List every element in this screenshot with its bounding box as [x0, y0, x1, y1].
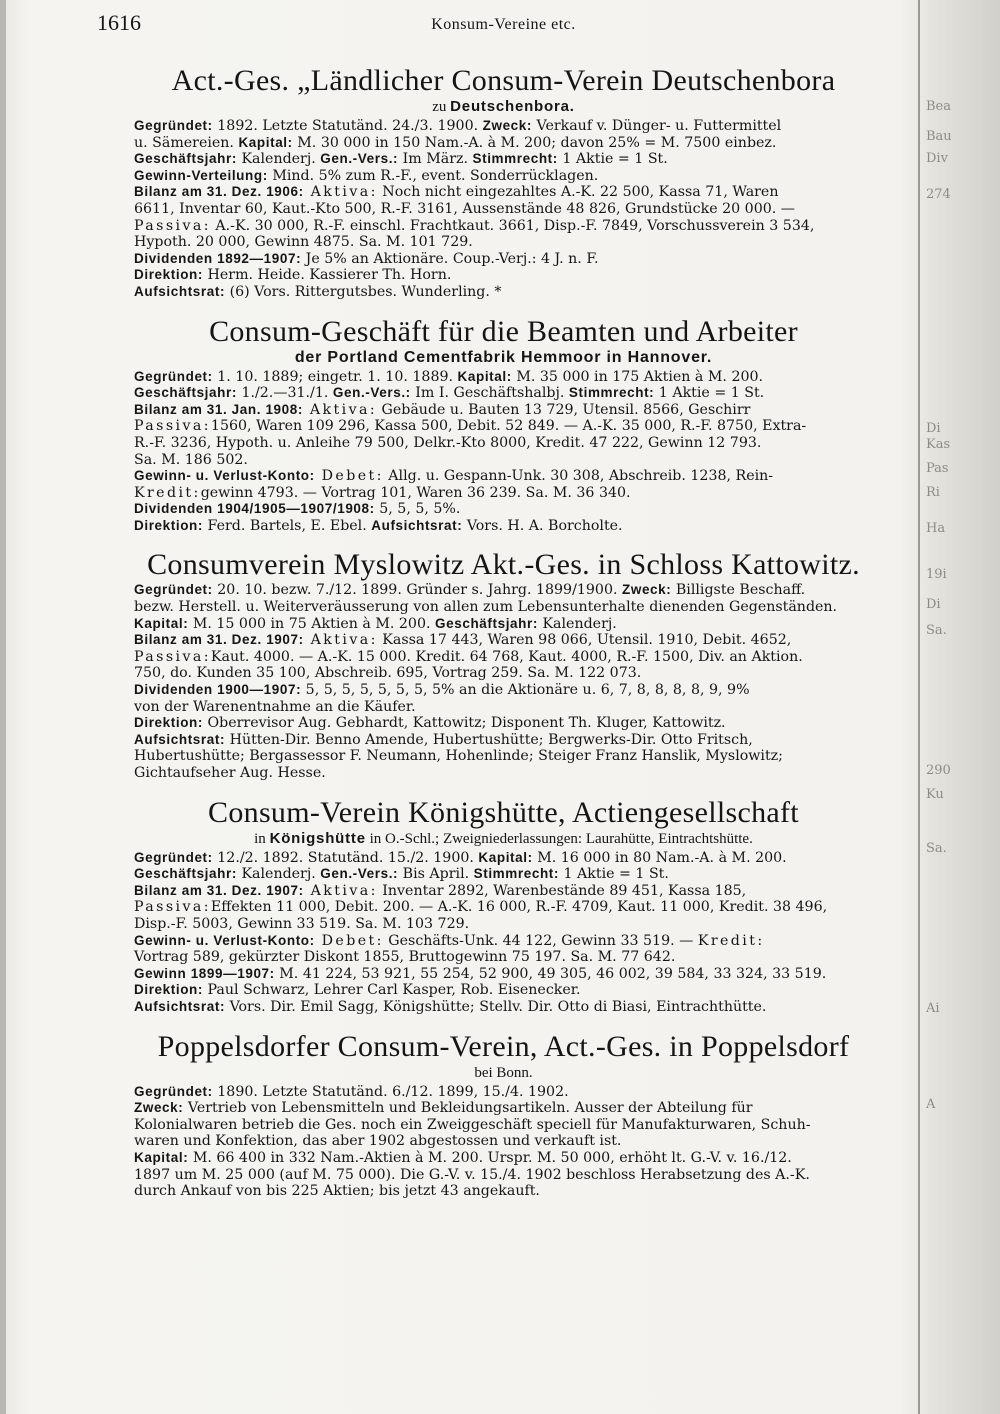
- detail-line: [97, 1150, 910, 1167]
- field-label: Dividenden 1900—1907:: [134, 682, 302, 698]
- company-subtitle: [97, 98, 910, 116]
- field-text: Kalenderj.: [236, 151, 321, 168]
- field-text: A.-K. 15 000. Kredit. 64 768, Kaut. 4000, R.-F. 1500, Div. an Aktion.: [317, 648, 803, 665]
- subtitle-location: bei Bonn.: [474, 1064, 533, 1081]
- company-entry: [97, 796, 910, 1016]
- field-text: von der Warenentnahme an die Käufer.: [134, 698, 416, 715]
- field-text: Kalenderj.: [236, 866, 321, 883]
- field-text: Geschäfts-Unk. 44 122, Gewinn 33 519. —: [383, 932, 698, 949]
- field-text: Gebäude u. Bauten 13 729, Utensil. 8566, Geschirr: [377, 401, 751, 418]
- spaced-label: Debet:: [314, 468, 384, 485]
- field-text: (6) Vors. Rittergutsbes. Wunderling. *: [225, 283, 502, 300]
- detail-line: [97, 251, 910, 268]
- spaced-label: Aktiva:: [303, 632, 378, 649]
- company-details: [97, 850, 910, 1016]
- detail-line: [97, 168, 910, 185]
- field-label: Gen.-Vers.:: [332, 385, 411, 401]
- spaced-label: Passiva:: [134, 648, 211, 665]
- margin-fragment: Bea: [926, 99, 951, 114]
- subtitle-location: Königshütte: [269, 829, 366, 847]
- company-title: Act.-Ges. „Ländlicher Consum-Verein Deutschenbora: [171, 64, 836, 97]
- subtitle-location: Deutschenbora.: [450, 98, 575, 115]
- detail-line: [97, 1133, 910, 1150]
- margin-fragment: A: [926, 1097, 936, 1112]
- page-number: 1616: [97, 10, 141, 35]
- field-text: Allg. u. Gespann-Unk. 30 308, Abschreib. 1238, Rein-: [383, 468, 774, 485]
- company-subtitle: [97, 830, 910, 848]
- field-text: 5, 5, 5, 5, 5, 5, 5, 5% an die Aktionäre u. 6, 7, 8, 8, 8, 8, 9, 9%: [301, 682, 750, 699]
- spaced-label: Passiva:: [134, 217, 211, 234]
- margin-fragment: Ku: [926, 787, 944, 802]
- field-label: Bilanz am 31. Jan. 1908:: [134, 401, 303, 417]
- field-text: R.-F. 3236, Hypoth. u. Anleihe 79 500, Delkr.-Kto 8000, Kredit. 47 222, Gewinn 12 793.: [134, 434, 762, 451]
- field-label: Kapital:: [238, 134, 293, 150]
- margin-fragment: Div: [926, 151, 948, 166]
- subtitle-rest: in O.-Schl.; Zweigniederlassungen: Laurahütte, Eintrachtshütte.: [365, 830, 753, 847]
- field-text: 1 Aktie = 1 St.: [559, 866, 669, 883]
- spaced-label: Aktiva:: [303, 184, 378, 201]
- margin-fragment: Ri: [926, 485, 940, 500]
- field-text: M. 41 224, 53 921, 55 254, 52 900, 49 305, 46 002, 39 584, 33 324, 33 519.: [274, 965, 827, 982]
- field-text: Vors. H. A. Borcholte.: [462, 517, 623, 534]
- field-label: Gewinn- u. Verlust-Konto:: [134, 468, 315, 484]
- field-label: Bilanz am 31. Dez. 1907:: [134, 882, 304, 898]
- field-label: Zweck:: [134, 1100, 184, 1116]
- field-text: Hypoth. 20 000, Gewinn 4875. Sa. M. 101 729.: [134, 234, 473, 251]
- field-label: Gegründet:: [134, 849, 213, 865]
- field-label: Direktion:: [134, 982, 204, 998]
- detail-line: [97, 899, 910, 916]
- detail-line: [97, 949, 910, 966]
- running-header: [97, 8, 910, 42]
- detail-line: [97, 151, 910, 168]
- field-text: 1 Aktie = 1 St.: [654, 385, 765, 402]
- field-text: Noch nicht eingezahltes A.-K. 22 500, Kassa 71, Waren: [377, 184, 779, 201]
- company-subtitle: [97, 349, 910, 367]
- field-label: Kapital:: [457, 368, 512, 384]
- field-text: Hubertushütte; Bergassessor F. Neumann, Hohenlinde; Steiger Franz Hanslik, Myslowitz;: [134, 748, 783, 765]
- company-title: Poppelsdorfer Consum-Verein, Act.-Ges. in Poppelsdorf: [157, 1029, 850, 1063]
- field-text: Kolonialwaren betrieb die Ges. noch ein Zweiggeschäft speciell für Manufakturwaren, Schuh-: [134, 1116, 811, 1133]
- field-label: Zweck:: [622, 582, 672, 598]
- field-label: Bilanz am 31. Dez. 1907:: [134, 632, 304, 648]
- spaced-label: Aktiva:: [303, 882, 378, 899]
- field-label: Zweck:: [482, 118, 532, 133]
- spaced-label: Debet:: [314, 932, 384, 949]
- field-text: Paul Schwarz, Lehrer Carl Kasper, Rob. Eisenecker.: [203, 982, 581, 999]
- detail-line: [97, 732, 910, 749]
- detail-line: [97, 582, 910, 599]
- detail-line: [97, 883, 910, 900]
- company-entry: [97, 64, 910, 301]
- company-details: [97, 118, 910, 301]
- field-text: Effekten 11 000, Debit. 200. —: [210, 899, 438, 916]
- field-label: Aufsichtsrat:: [134, 731, 226, 747]
- detail-line: [97, 665, 910, 682]
- detail-line: [97, 982, 910, 999]
- field-label: Geschäftsjahr:: [134, 151, 237, 167]
- field-text: 5, 5, 5, 5%.: [374, 501, 461, 518]
- field-label: Gegründet:: [134, 118, 213, 133]
- field-text: M. 30 000 in 150 Nam.-A. à M. 200; davon 25% = M. 7500 einbez.: [292, 134, 777, 151]
- field-text: waren und Konfektion, das aber 1902 abgestossen und verkauft ist.: [134, 1133, 622, 1150]
- detail-line: [97, 1183, 910, 1200]
- field-label: Kapital:: [134, 615, 189, 631]
- field-text: 6611, Inventar 60, Kaut.-Kto 500, R.-F. 3161, Aussenstände 48 826, Grundstücke 20 000. —: [134, 200, 795, 217]
- field-text: Verkauf v. Dünger- u. Futtermittel: [532, 118, 782, 134]
- running-title: Konsum-Vereine etc.: [431, 16, 576, 33]
- field-label: Gegründet:: [134, 368, 213, 384]
- detail-line: [97, 485, 910, 502]
- spaced-label: Kredit:: [697, 932, 765, 949]
- detail-line: [97, 933, 910, 950]
- spaced-label: Passiva:: [134, 899, 211, 916]
- field-label: Aufsichtsrat:: [371, 517, 463, 533]
- field-label: Dividenden 1892—1907:: [134, 250, 302, 266]
- field-label: Geschäftsjahr:: [435, 615, 538, 631]
- company-details: [97, 582, 910, 781]
- subtitle-location: der Portland Cementfabrik Hemmoor in Hannover.: [294, 348, 713, 366]
- field-text: 1. 10. 1889; eingetr. 1. 10. 1889.: [212, 368, 458, 385]
- field-text: Inventar 2892, Warenbestände 89 451, Kassa 185,: [377, 882, 747, 899]
- detail-line: [97, 632, 910, 649]
- page-edge-line: [918, 0, 920, 1414]
- margin-fragment: Sa.: [926, 623, 947, 638]
- field-label: Stimmrecht:: [473, 866, 559, 882]
- field-text: Bis April.: [398, 866, 474, 883]
- field-label: Gewinn- u. Verlust-Konto:: [134, 932, 315, 948]
- margin-fragment: 290: [926, 763, 951, 778]
- field-label: Kapital:: [134, 1149, 189, 1165]
- detail-line: [97, 699, 910, 716]
- field-text: 750, do. Kunden 35 100, Abschreib. 695, Vortrag 259. Sa. M. 122 073.: [134, 665, 642, 682]
- detail-line: [97, 402, 910, 419]
- field-label: Stimmrecht:: [568, 385, 655, 401]
- detail-line: [97, 715, 910, 732]
- field-label: Geschäftsjahr:: [134, 866, 237, 882]
- company-title: Consum-Verein Königshütte, Actiengesellschaft: [208, 795, 799, 829]
- field-text: M. 16 000 in 80 Nam.-A. à M. 200.: [532, 849, 787, 866]
- company-title: Consum-Geschäft für die Beamten und Arbeiter: [209, 314, 798, 348]
- detail-line: [97, 201, 910, 218]
- detail-line: [97, 866, 910, 883]
- detail-line: [97, 118, 910, 135]
- company-title: Consumverein Myslowitz Akt.-Ges. in Schloss Kattowitz.: [147, 548, 860, 582]
- detail-line: [97, 452, 910, 469]
- spaced-label: Kredit:: [134, 484, 201, 501]
- detail-line: [97, 999, 910, 1016]
- field-text: Herm. Heide. Kassierer Th. Horn.: [203, 267, 452, 284]
- margin-fragment: Bau: [926, 129, 952, 144]
- field-label: Direktion:: [134, 715, 204, 731]
- field-text: Hütten-Dir. Benno Amende, Hubertushütte; Bergwerks-Dir. Otto Fritsch,: [225, 731, 753, 748]
- field-text: 1 Aktie = 1 St.: [557, 151, 668, 168]
- company-entries: [97, 64, 910, 1200]
- detail-line: [97, 599, 910, 616]
- field-text: 1560, Waren 109 296, Kassa 500, Debit. 52 849. —: [210, 418, 583, 435]
- detail-line: [97, 184, 910, 201]
- detail-line: [97, 616, 910, 633]
- detail-line: [97, 284, 910, 301]
- field-text: 1892. Letzte Statutänd. 24./3. 1900.: [212, 118, 483, 134]
- field-text: Vortrag 101, Waren 36 239. Sa. M. 36 340.: [321, 484, 631, 501]
- field-text: durch Ankauf von bis 225 Aktien; bis jetzt 43 angekauft.: [134, 1183, 540, 1200]
- margin-fragment: Di: [926, 597, 941, 612]
- field-text: u. Sämereien.: [134, 134, 239, 151]
- field-text: 1897 um M. 25 000 (auf M. 75 000). Die G.-V. v. 15./4. 1902 beschloss Herabsetzung des A.-K.: [134, 1166, 810, 1183]
- field-text: Vors. Dir. Emil Sagg, Königshütte; Stellv. Dir. Otto di Biasi, Eintrachthütte.: [225, 998, 767, 1015]
- field-label: Gen.-Vers.:: [320, 866, 399, 882]
- field-text: gewinn 4793. —: [200, 484, 322, 501]
- detail-line: [97, 218, 910, 235]
- field-text: Billigste Beschaff.: [671, 582, 806, 599]
- field-label: Gen.-Vers.:: [320, 151, 399, 167]
- field-text: Ferd. Bartels, E. Ebel.: [203, 517, 372, 534]
- detail-line: [97, 468, 910, 485]
- detail-line: [97, 649, 910, 666]
- field-text: Im März.: [398, 151, 473, 168]
- field-label: Kapital:: [478, 849, 533, 865]
- company-subtitle: [97, 1064, 910, 1082]
- field-text: A.-K. 30 000, R.-F. einschl. Frachtkaut. 3661, Disp.-F. 7849, Vorschussverein 3 534,: [210, 217, 815, 234]
- detail-line: [97, 418, 910, 435]
- field-text: M. 15 000 in 75 Aktien à M. 200.: [188, 615, 436, 632]
- field-text: Im I. Geschäftshalbj.: [410, 385, 569, 402]
- detail-line: [97, 435, 910, 452]
- company-entry: [97, 1030, 910, 1200]
- page-content: [97, 8, 910, 1408]
- detail-line: [97, 850, 910, 867]
- field-label: Gegründet:: [134, 1083, 213, 1099]
- detail-line: [97, 765, 910, 782]
- field-text: 12./2. 1892. Statutänd. 15./2. 1900.: [212, 849, 479, 866]
- subtitle-prefix: zu: [432, 99, 451, 115]
- margin-fragment: Ai: [926, 1001, 940, 1016]
- field-text: A.-K. 16 000, R.-F. 4709, Kaut. 11 000, Kredit. 38 496,: [437, 899, 828, 916]
- detail-line: [97, 135, 910, 152]
- field-label: Direktion:: [134, 267, 204, 283]
- field-label: Aufsichtsrat:: [134, 283, 226, 299]
- detail-line: [97, 234, 910, 251]
- field-text: M. 35 000 in 175 Aktien à M. 200.: [511, 368, 764, 385]
- detail-line: [97, 1100, 910, 1117]
- field-text: Je 5% an Aktionäre. Coup.-Verj.: 4 J. n. F.: [301, 250, 599, 267]
- field-label: Bilanz am 31. Dez. 1906:: [134, 184, 304, 200]
- company-details: [97, 1084, 910, 1200]
- detail-line: [97, 682, 910, 699]
- field-text: A.-K. 35 000, R.-F. 8750, Extra-: [582, 418, 807, 435]
- company-entry: [97, 548, 910, 781]
- company-entry: [97, 315, 910, 535]
- field-label: Geschäftsjahr:: [134, 385, 237, 401]
- field-text: Sa. M. 186 502.: [134, 451, 248, 468]
- field-label: Gegründet:: [134, 582, 213, 598]
- detail-line: [97, 1167, 910, 1184]
- detail-line: [97, 369, 910, 386]
- field-text: Oberrevisor Aug. Gebhardt, Kattowitz; Disponent Th. Kluger, Kattowitz.: [203, 715, 726, 732]
- next-page-margin: [926, 0, 1000, 1414]
- detail-line: [97, 518, 910, 535]
- spaced-label: Aktiva:: [302, 401, 378, 418]
- detail-line: [97, 748, 910, 765]
- company-details: [97, 369, 910, 535]
- field-label: Aufsichtsrat:: [134, 998, 226, 1014]
- detail-line: [97, 966, 910, 983]
- margin-fragment: Di: [926, 421, 941, 436]
- field-text: Disp.-F. 5003, Gewinn 33 519. Sa. M. 103 729.: [134, 915, 470, 932]
- detail-line: [97, 1117, 910, 1134]
- field-text: Vertrieb von Lebensmitteln und Bekleidungsartikeln. Ausser der Abteilung für: [183, 1100, 753, 1117]
- margin-fragment: Kas: [926, 437, 951, 452]
- field-text: 1890. Letzte Statutänd. 6./12. 1899, 15./4. 1902.: [212, 1083, 569, 1100]
- field-label: Stimmrecht:: [472, 151, 558, 167]
- margin-fragment: Ha: [926, 521, 946, 536]
- page-left-shadow: [0, 0, 6, 1414]
- field-text: Gichtaufseher Aug. Hesse.: [134, 765, 326, 781]
- field-text: Vortrag 589, gekürzter Diskont 1855, Bruttogewinn 75 197. Sa. M. 77 642.: [134, 949, 676, 966]
- field-text: Mind. 5% zum R.-F., event. Sonderrücklagen.: [267, 167, 599, 184]
- field-text: Kalenderj.: [537, 615, 617, 632]
- field-text: M. 66 400 in 332 Nam.-Aktien à M. 200. Urspr. M. 50 000, erhöht lt. G.-V. v. 16./12.: [188, 1149, 792, 1166]
- detail-line: [97, 385, 910, 402]
- field-label: Direktion:: [134, 517, 204, 533]
- field-text: Kaut. 4000. —: [210, 648, 318, 665]
- margin-fragment: Pas: [926, 461, 949, 476]
- margin-fragment: Sa.: [926, 841, 947, 856]
- field-label: Dividenden 1904/1905—1907/1908:: [134, 501, 375, 517]
- detail-line: [97, 501, 910, 518]
- margin-fragment: 19i: [926, 567, 947, 582]
- field-text: Kassa 17 443, Waren 98 066, Utensil. 1910, Debit. 4652,: [377, 632, 792, 649]
- detail-line: [97, 916, 910, 933]
- spaced-label: Passiva:: [134, 418, 211, 435]
- margin-fragment: 274: [926, 187, 951, 202]
- field-text: 1./2.—31./1.: [236, 385, 333, 402]
- subtitle-prefix: in: [254, 830, 270, 847]
- field-text: 20. 10. bezw. 7./12. 1899. Gründer s. Jahrg. 1899/1900.: [212, 582, 622, 599]
- detail-line: [97, 267, 910, 284]
- detail-line: [97, 1084, 910, 1101]
- field-label: Gewinn 1899—1907:: [134, 965, 275, 981]
- field-text: bezw. Herstell. u. Weiterveräusserung von allen zum Lebensunterhalte dienenden Gegenständen.: [134, 599, 838, 616]
- field-label: Gewinn-Verteilung:: [134, 167, 268, 183]
